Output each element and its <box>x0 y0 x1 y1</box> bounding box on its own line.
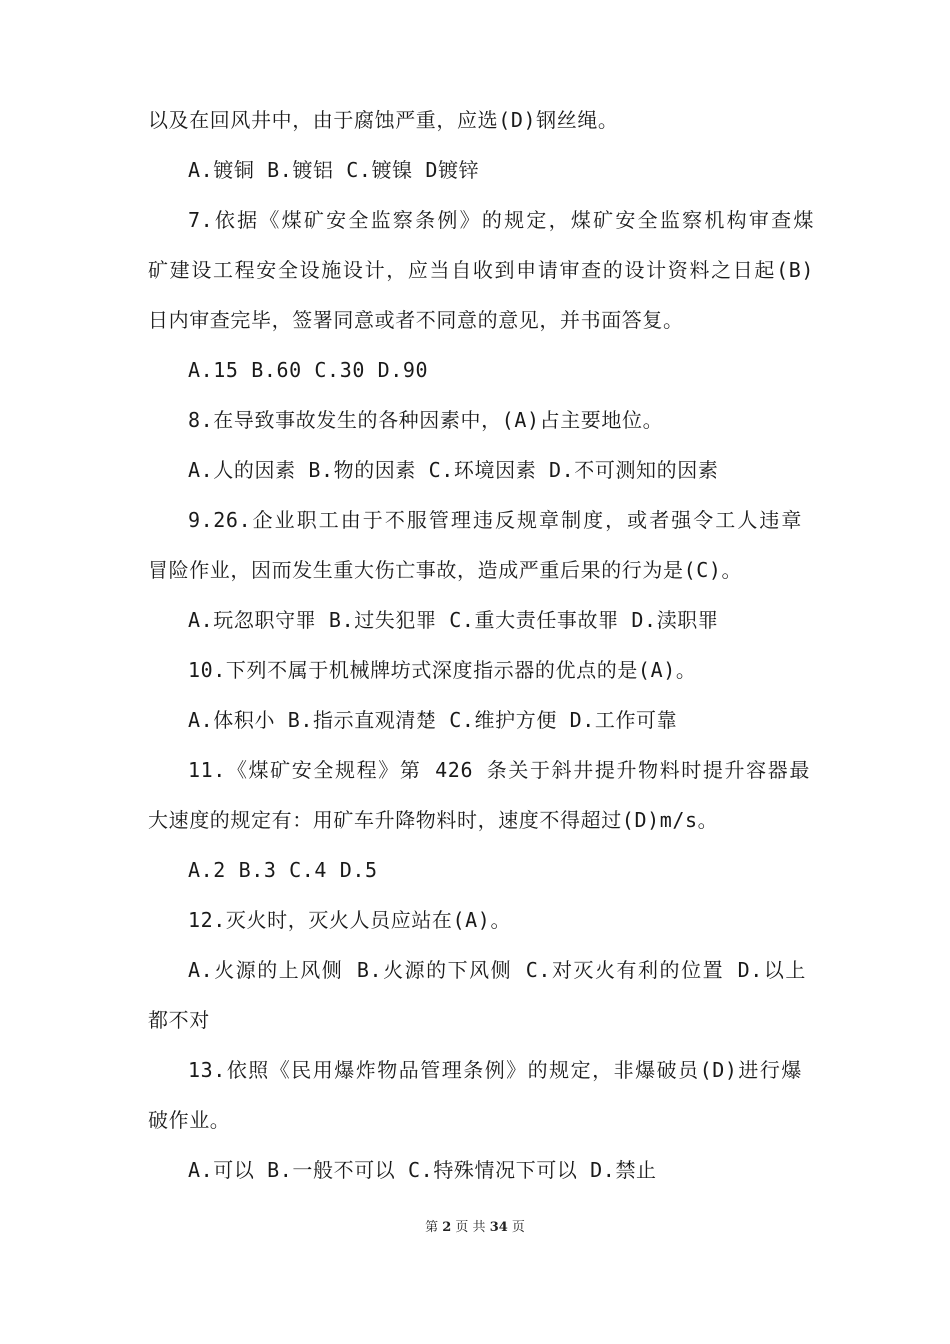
text-line: 冒险作业，因而发生重大伤亡事故，造成严重后果的行为是(C)。 <box>148 558 743 582</box>
text-line: A.玩忽职守罪 B.过失犯罪 C.重大责任事故罪 D.渎职罪 <box>188 608 719 632</box>
footer-suffix: 页 <box>511 1220 525 1235</box>
text-line: 日内审查完毕，签署同意或者不同意的意见，并书面答复。 <box>148 308 684 332</box>
text-line: A.体积小 B.指示直观清楚 C.维护方便 D.工作可靠 <box>188 708 678 732</box>
text-line: A.2 B.3 C.4 D.5 <box>188 858 378 882</box>
text-line: 矿建设工程安全设施设计，应当自收到申请审查的设计资料之日起(B) <box>148 258 814 282</box>
text-line: A.人的因素 B.物的因素 C.环境因素 D.不可测知的因素 <box>188 458 719 482</box>
text-line: 12.灭火时，灭火人员应站在(A)。 <box>188 908 512 932</box>
text-line: A.火源的上风侧 B.火源的下风侧 C.对灭火有利的位置 D.以上 <box>188 958 806 982</box>
footer-middle: 页 共 <box>455 1220 486 1235</box>
footer-prefix: 第 <box>425 1220 439 1235</box>
text-line: A.镀铜 B.镀铝 C.镀镍 D镀锌 <box>188 158 480 182</box>
text-line: 都不对 <box>148 1008 210 1032</box>
text-line: 10.下列不属于机械牌坊式深度指示器的优点的是(A)。 <box>188 658 697 682</box>
text-line: 9.26.企业职工由于不服管理违反规章制度，或者强令工人违章 <box>188 508 802 532</box>
text-line: 以及在回风井中，由于腐蚀严重，应选(D)钢丝绳。 <box>148 108 619 132</box>
text-line: 大速度的规定有：用矿车升降物料时，速度不得超过(D)m/s。 <box>148 808 719 832</box>
text-line: A.15 B.60 C.30 D.90 <box>188 358 429 382</box>
text-line: 7.依据《煤矿安全监察条例》的规定，煤矿安全监察机构审查煤 <box>188 208 814 232</box>
text-line: 破作业。 <box>148 1108 231 1132</box>
text-line: 8.在导致事故发生的各种因素中，(A)占主要地位。 <box>188 408 664 432</box>
text-line: 11.《煤矿安全规程》第 426 条关于斜井提升物料时提升容器最 <box>188 758 810 782</box>
text-line: 13.依照《民用爆炸物品管理条例》的规定，非爆破员(D)进行爆 <box>188 1058 802 1082</box>
current-page-number: 2 <box>442 1220 452 1235</box>
total-pages-number: 34 <box>489 1220 508 1235</box>
text-line: A.可以 B.一般不可以 C.特殊情况下可以 D.禁止 <box>188 1158 657 1182</box>
page-footer <box>0 1216 950 1235</box>
